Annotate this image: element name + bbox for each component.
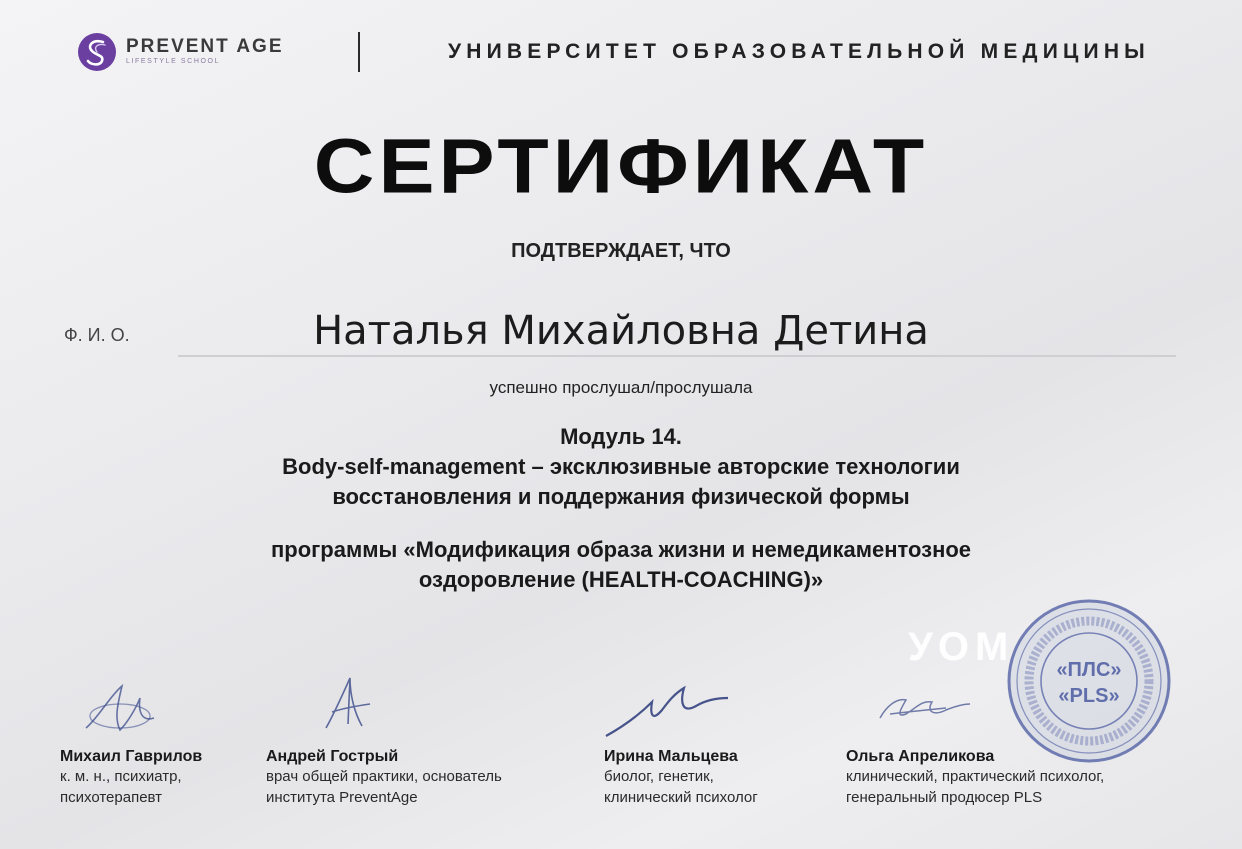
signature-aprelikova — [876, 684, 972, 744]
header-divider — [358, 32, 360, 72]
stamp-line2: «PLS» — [1058, 685, 1120, 707]
recipient-name: Наталья Михайловна Детина — [313, 308, 929, 354]
name-underline — [178, 355, 1176, 357]
program-line2: оздоровление (HEALTH-COACHING)» — [418, 567, 824, 592]
fio-label: Ф. И. О. — [64, 325, 130, 345]
signature-gostryi — [318, 674, 378, 734]
confirms-text: ПОДТВЕРЖДАЕТ, ЧТО — [511, 240, 731, 262]
program-line1: программы «Модификация образа жизни и немедикаментозное — [270, 537, 972, 562]
module-title-line1: Body-self-management – эксклюзивные авторские технологии — [282, 454, 960, 479]
signatory-role: клинический, практический психолог, — [846, 768, 1105, 785]
signatory-name: Михаил Гаврилов — [60, 748, 203, 765]
signatory-1 — [60, 748, 202, 808]
signatory-4 — [846, 748, 1104, 808]
module-number: Модуль 14. — [560, 424, 682, 449]
signature-maltseva — [600, 680, 730, 740]
logo-name: PREVENT AGE — [126, 36, 284, 57]
stamp-seal — [1006, 598, 1172, 764]
signatory-name: Ольга Апреликова — [846, 748, 995, 765]
signatory-name: Ирина Мальцева — [604, 748, 738, 765]
signatory-name: Андрей Гострый — [266, 748, 399, 765]
module-block — [80, 422, 1162, 512]
signatory-role: клинический психолог — [604, 789, 758, 806]
stamp-line1: «ПЛС» — [1056, 659, 1122, 681]
signatory-3 — [604, 748, 758, 808]
signatory-2 — [266, 748, 502, 808]
signatory-role: психотерапевт — [60, 789, 163, 806]
watermark: УОМ — [908, 625, 1015, 669]
signature-gavrilov — [80, 678, 160, 738]
signatory-role: биолог, генетик, — [604, 768, 714, 785]
signatory-role: генеральный продюсер PLS — [846, 789, 1043, 806]
program-block — [80, 535, 1162, 595]
certificate-title: СЕРТИФИКАТ — [313, 122, 929, 210]
completed-text: успешно прослушал/прослушала — [489, 378, 753, 397]
logo-icon — [78, 33, 116, 71]
logo-subtitle: LIFESTYLE SCHOOL — [126, 58, 221, 65]
signatory-role: института PreventAge — [266, 789, 418, 806]
signatory-role: к. м. н., психиатр, — [60, 768, 182, 785]
signatory-role: врач общей практики, основатель — [266, 768, 502, 785]
module-title-line2: восстановления и поддержания физической формы — [332, 484, 910, 509]
university-name: УНИВЕРСИТЕТ ОБРАЗОВАТЕЛЬНОЙ МЕДИЦИНЫ — [448, 40, 1150, 63]
